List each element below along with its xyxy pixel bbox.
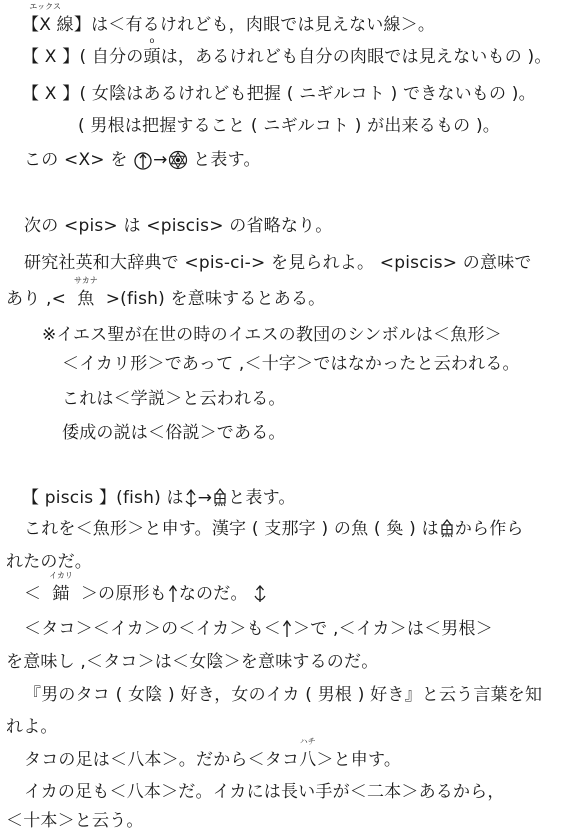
octopus-post: ＞と申す。	[316, 750, 402, 770]
x-head-line	[22, 36, 552, 68]
eight-furigana: ハチ	[299, 737, 316, 746]
fish-shape-line	[24, 518, 524, 540]
anchor-arrow-icon	[281, 619, 293, 639]
eight-ruby-group	[299, 737, 317, 771]
octopus-legs-line	[24, 737, 402, 771]
x-line-definition	[22, 2, 436, 36]
x-line-rest: 】は＜有るけれども，肉眼では見えない線＞。	[73, 15, 436, 35]
x-head-post: は，あるけれども自分の肉眼では見えないもの )。	[160, 47, 552, 67]
anchor-arrow-icon	[167, 584, 179, 604]
circle-arrow-symbol-icon	[133, 150, 153, 170]
octopus-meaning-line: を意味し ,＜タコ＞は＜女陰＞を意味するのだ。	[6, 652, 379, 672]
anchor-origin-line	[24, 571, 267, 605]
piscis-line	[22, 487, 296, 509]
squid-legs-line: イカの足も＜八本＞だ。イカには長い手が＜二本＞あるから，	[24, 782, 505, 802]
bracket-open: 【	[22, 15, 40, 35]
x-letter: X	[39, 15, 52, 35]
fish-glyph-icon	[212, 487, 228, 509]
fish-shape-pre: これを＜魚形＞と申す。漢字 ( 支那字 ) の魚 ( 奐 ) は	[24, 519, 439, 539]
line-word: 線	[56, 15, 74, 35]
anchor-shape-line: ＜イカリ形＞であって ,＜十字＞ではなかったと云われる。	[62, 354, 520, 374]
made-from-line: れたのだ。	[6, 552, 92, 572]
hexagram-circle-icon	[168, 150, 188, 170]
x-symbol-arrow: →	[153, 150, 168, 170]
x-female-line: 【 X 】( 女陰はあるけれども把握 ( ニギルコト ) できないもの )。	[22, 84, 536, 104]
anchor-ruby-group	[41, 571, 81, 605]
piscis-pre: 【 piscis 】(fish) は	[22, 488, 184, 508]
anchor-pre: ＜	[24, 584, 42, 604]
x-head-pre: 【 X 】( 自分の	[22, 47, 144, 67]
piscis-arrow: →	[197, 488, 213, 508]
pis-abbrev-line: 次の <pis> は <piscis> の省略なり。	[24, 216, 333, 236]
x-symbol-line	[24, 149, 261, 171]
x-symbol-post: と表す。	[193, 150, 261, 170]
x-symbol-pre: この <X> を	[24, 150, 128, 170]
squid-post: ＞で ,＜イカ＞は＜男根＞	[292, 619, 493, 639]
ten-legs-line: ＜十本＞と云う。	[6, 811, 144, 831]
saying-line: 『男のタコ ( 女陰 ) 好き，女のイカ ( 男根 ) 好き』と云う言葉を知	[24, 685, 543, 705]
fish-meaning-line	[6, 276, 326, 310]
eight-kanji: 八	[299, 750, 317, 770]
octopus-pre: タコの足は＜八本＞。だから＜タコ	[24, 750, 300, 770]
anchor-icon	[253, 584, 267, 604]
fish-kanji: 魚	[77, 289, 95, 309]
fish-furigana: サカナ	[73, 276, 98, 285]
fish-pre: あり ,<	[6, 289, 67, 309]
saying-end-line: れよ。	[6, 717, 58, 737]
anchor-post2: なのだ。	[178, 584, 248, 604]
anchor-furigana: イカリ	[49, 571, 73, 580]
head-kanji	[143, 36, 161, 68]
anchor-kanji: 錨	[52, 584, 70, 604]
jesus-symbol-note: ※イエス聖が在世の時のイエスの教団のシンボルは＜魚形＞	[42, 325, 502, 345]
anchor-post: ＞の原形も	[80, 584, 167, 604]
dictionary-line: 研究社英和大辞典で <pis-ci-> を見られよ。 <piscis> の意味で	[24, 253, 532, 273]
fish-post: >(fish) を意味するとある。	[105, 289, 326, 309]
x-ruby-group	[29, 2, 62, 36]
anchor-arrow-icon	[184, 488, 198, 508]
folk-theory-line: 倭成の説は＜俗説＞である。	[62, 423, 286, 443]
squid-octopus-line	[24, 618, 493, 640]
piscis-post: と表す。	[228, 488, 296, 508]
head-dot-mark: o	[149, 36, 155, 45]
academic-theory-line: これは＜学説＞と云われる。	[62, 389, 286, 409]
squid-pre: ＜タコ＞＜イカ＞の＜イカ＞も＜	[24, 619, 281, 639]
fish-ruby-group	[66, 276, 106, 310]
x-furigana: エックス	[29, 2, 62, 11]
head-char: 頭	[143, 47, 161, 67]
fish-glyph-icon	[439, 518, 455, 540]
x-male-line: ( 男根は把握すること ( ニギルコト ) が出来るもの )。	[78, 116, 500, 136]
fish-shape-post: から作ら	[454, 519, 524, 539]
